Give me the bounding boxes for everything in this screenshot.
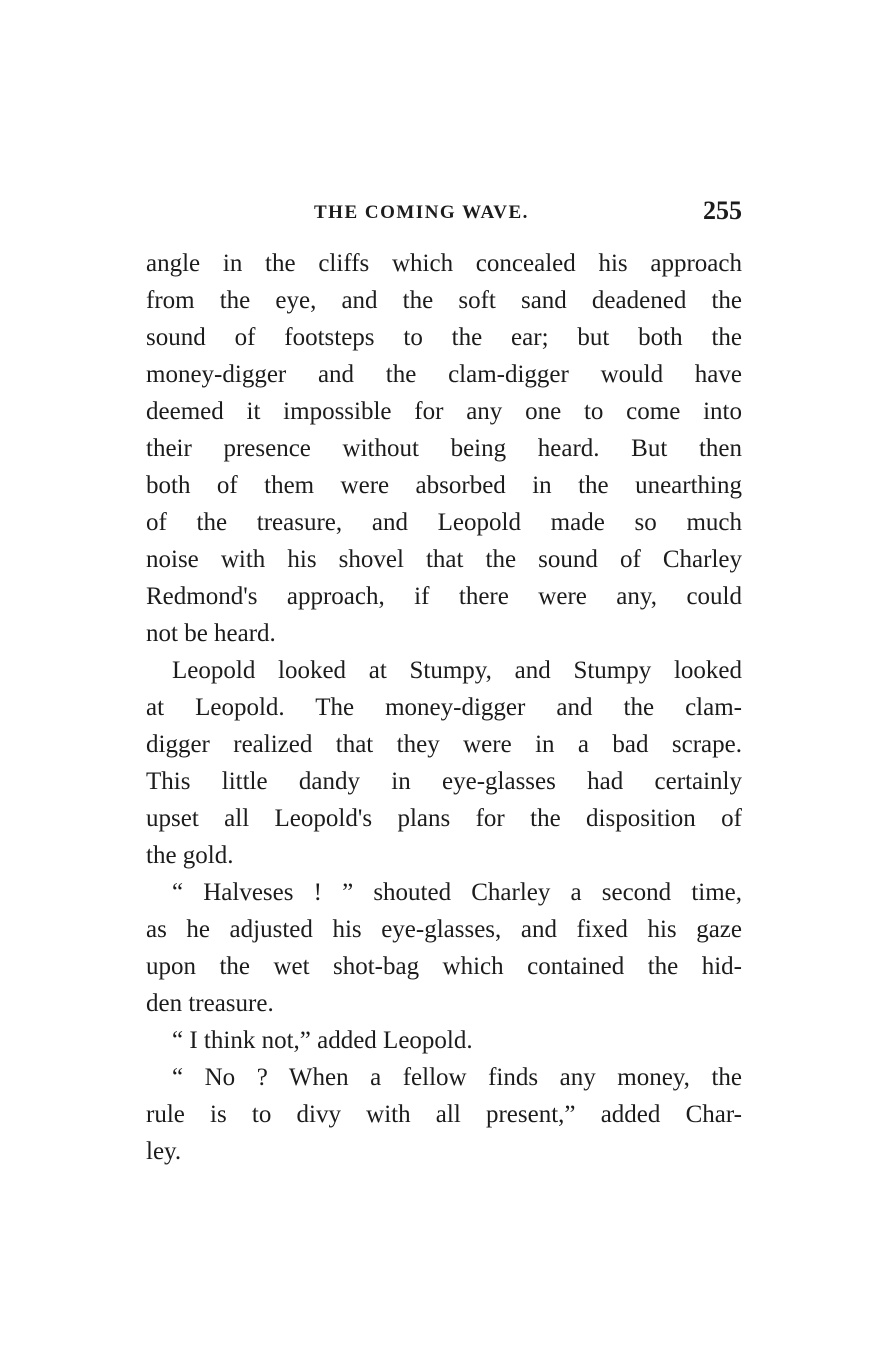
- text-line: angle in the cliffs which concealed his approach: [146, 250, 742, 277]
- body-text: [146, 245, 742, 1170]
- paragraph: [146, 245, 742, 652]
- text-line: rule is to divy with all present,” added Char-: [146, 1101, 742, 1128]
- text-line: Redmond's approach, if there were any, could: [146, 583, 742, 610]
- text-line: money-digger and the clam-digger would have: [146, 361, 742, 388]
- text-line: the gold.: [146, 842, 234, 869]
- text-line: upon the wet shot-bag which contained the hid-: [146, 953, 742, 980]
- text-line: sound of footsteps to the ear; but both the: [146, 324, 742, 351]
- text-line: “ No ? When a fellow finds any money, the: [172, 1064, 742, 1091]
- text-line: upset all Leopold's plans for the disposition of: [146, 805, 742, 832]
- text-line: their presence without being heard. But then: [146, 435, 742, 462]
- text-line: digger realized that they were in a bad scrape.: [146, 731, 742, 758]
- text-line: This little dandy in eye-glasses had certainly: [146, 768, 742, 795]
- paragraph: [146, 652, 742, 874]
- paragraph: [146, 1022, 742, 1059]
- text-line: not be heard.: [146, 620, 276, 647]
- text-line: deemed it impossible for any one to come into: [146, 398, 742, 425]
- text-line: den treasure.: [146, 990, 274, 1017]
- text-line: as he adjusted his eye-glasses, and fixed his gaze: [146, 916, 742, 943]
- text-line: at Leopold. The money-digger and the clam-: [146, 694, 742, 721]
- text-line: both of them were absorbed in the unearthing: [146, 472, 742, 499]
- text-line: “ Halveses ! ” shouted Charley a second time,: [172, 879, 742, 906]
- text-line: “ I think not,” added Leopold.: [172, 1027, 473, 1054]
- text-line: ley.: [146, 1138, 182, 1165]
- text-line: noise with his shovel that the sound of Charley: [146, 546, 742, 573]
- running-head: [146, 196, 742, 230]
- text-line: from the eye, and the soft sand deadened the: [146, 287, 742, 314]
- running-title: THE COMING WAVE.: [314, 202, 529, 223]
- paragraph: [146, 1059, 742, 1170]
- page-number: 255: [703, 196, 742, 225]
- text-line: Leopold looked at Stumpy, and Stumpy looked: [172, 657, 742, 684]
- text-line: of the treasure, and Leopold made so much: [146, 509, 742, 536]
- paragraph: [146, 874, 742, 1022]
